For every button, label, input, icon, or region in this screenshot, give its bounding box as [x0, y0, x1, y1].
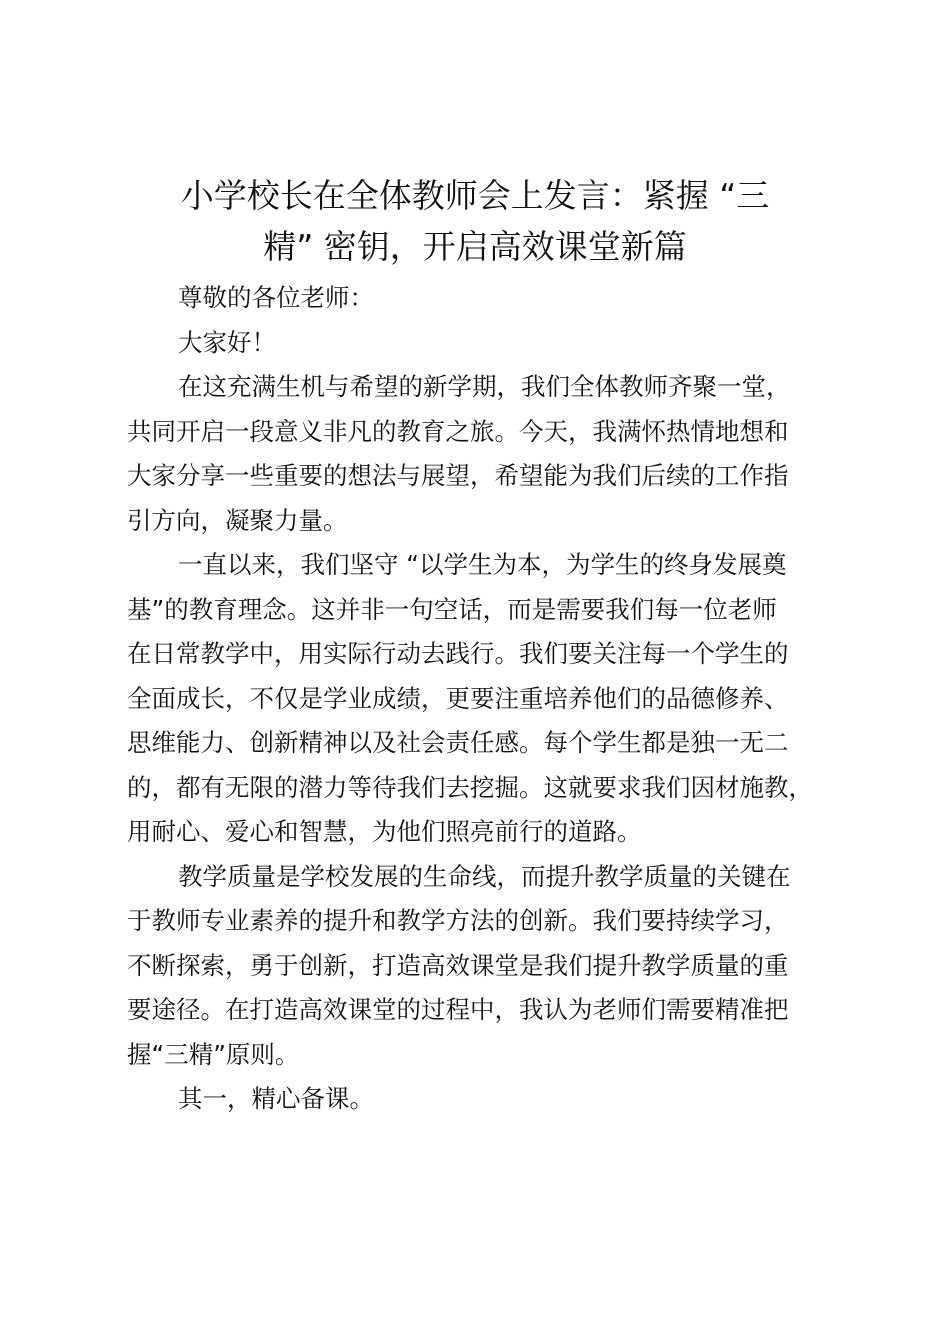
text-line: 要途径。在打造高效课堂的过程中，我认为老师们需要精准把	[127, 995, 789, 1024]
text-line: 不断探索，勇于创新，打造高效课堂是我们提升教学质量的重	[127, 950, 789, 980]
text-line: 大家分享一些重要的想法与展望，希望能为我们后续的工作指	[127, 461, 789, 490]
text-line: 于教师专业素养的提升和教学方法的创新。我们要持续学习，	[127, 906, 789, 935]
paragraph-intro	[127, 365, 847, 543]
document-title	[120, 170, 830, 272]
text-line: 尊敬的各位老师：	[178, 283, 374, 312]
text-line: 基”的教育理念。这并非一句空话，而是需要我们每一位老师	[127, 594, 777, 624]
text-line: 大家好！	[178, 327, 276, 357]
text-line: 教学质量是学校发展的生命线，而提升教学质量的关键在	[178, 861, 791, 891]
text-line: 在这充满生机与希望的新学期，我们全体教师齐聚一堂，	[178, 372, 791, 401]
text-line: 一直以来，我们坚守 “以学生为本，为学生的终身发展奠	[178, 550, 787, 579]
paragraph-philosophy	[127, 543, 847, 855]
text-line: 的，都有无限的潜力等待我们去挖掘。这就要求我们因材施教，	[127, 772, 813, 802]
text-line: 引方向，凝聚力量。	[127, 505, 348, 535]
text-line: 共同开启一段意义非凡的教育之旅。今天，我满怀热情地想和	[127, 416, 789, 446]
text-line: 全面成长，不仅是学业成绩，更要注重培养他们的品德修养、	[127, 683, 789, 713]
document-body	[127, 276, 847, 1122]
text-line: 思维能力、创新精神以及社会责任感。每个学生都是独一无二	[127, 728, 789, 757]
salutation	[127, 276, 847, 321]
title-line: 精” 密钥，开启高效课堂新篇	[263, 227, 687, 266]
text-line: 在日常教学中，用实际行动去践行。我们要关注每一个学生的	[127, 639, 789, 668]
paragraph-point-one	[127, 1077, 847, 1122]
greeting	[127, 321, 847, 366]
text-line: 用耐心、爱心和智慧，为他们照亮前行的道路。	[127, 817, 642, 846]
paragraph-quality	[127, 855, 847, 1078]
text-line: 其一，精心备课。	[178, 1084, 374, 1113]
title-line: 小学校长在全体教师会上发言：紧握 “三	[180, 176, 770, 215]
text-line: 握“三精”原则。	[127, 1039, 300, 1069]
